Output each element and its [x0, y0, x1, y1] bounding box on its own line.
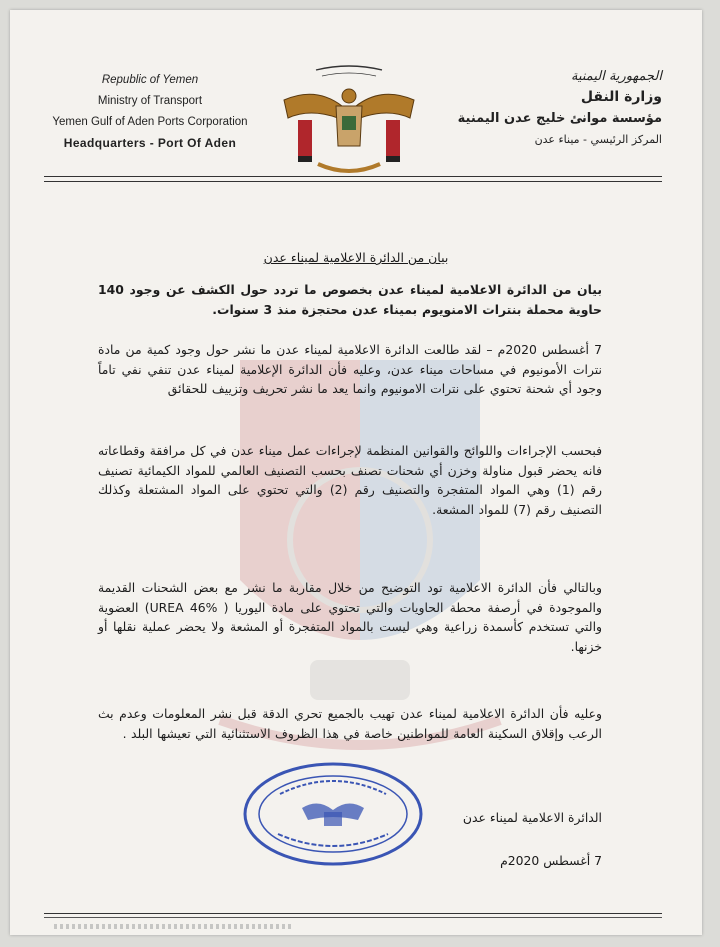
yemen-eagle-emblem-icon: [278, 60, 420, 175]
header-headquarters: Headquarters - Port Of Aden: [63, 136, 237, 150]
corporation-logo-watermark-icon: [200, 340, 520, 760]
statement-title: بيان من الدائرة الاعلامية لميناء عدن: [263, 250, 449, 265]
paragraph-appeal: وعليه فأن الدائرة الاعلامية لميناء عدن تهيب بالجميع تحري الدقة قبل نشر المعلومات وعدم بث الرعب وإقلاق السكينة العامة للمواطنين خاصة في هذا الظروف الاستثنائية التي تعيشها البلد .: [98, 706, 602, 741]
header-english: [40, 70, 260, 154]
header-arabic: [442, 66, 662, 150]
header-ministry: Ministry of Transport: [97, 95, 203, 107]
header-ar-ministry: وزارة النقل: [580, 89, 662, 105]
header-ar-corporation: مؤسسة موانئ خليج عدن اليمنية: [457, 111, 662, 126]
header-divider: [44, 176, 662, 177]
paragraph-intro: بيان من الدائرة الاعلامية لميناء عدن بخصوص ما تردد حول الكشف عن وجود 140 حاوية محملة بنترات الامنويوم بميناء عدن محتجزة منذ 3 سنوات.: [98, 282, 602, 317]
paragraph-denial: 7 أغسطس 2020م – لقد طالعت الدائرة الاعلامية لميناء عدن ما نشر حول وجود كمية من مادة نترات الأمونيوم في مساحات ميناء عدن، وعليه فأن الدائرة الإعلامية لميناء عدن تنفي نفي تاماً وجود أي شحنة تحتوي على نترات الامونيوم وانما يعد ما نشر تحريف وتزييف للحقائق: [98, 342, 602, 397]
paragraph-clarification: وبالتالي فأن الدائرة الاعلامية تود التوضيح من خلال مقاربة ما نشر مع بعض الشحنات القديمة والموجودة في أرصفة محطة الحاويات والتي تحتوي على مادة اليوريا ( UREA 46%) العضوية والتي تستخدم كأسمدة زراعية وهي ليست بالمواد المتفجرة أو المشعة ولا يحضر عملية نقلها أو خزنها.: [98, 580, 602, 654]
signature-department: الدائرة الاعلامية لميناء عدن: [462, 810, 602, 825]
header-ar-headquarters: المركز الرئيسي - ميناء عدن: [534, 133, 662, 146]
footer-divider: [44, 913, 662, 914]
header-country: Republic of Yemen: [101, 74, 199, 86]
header-ar-country: الجمهورية اليمنية: [570, 69, 662, 84]
signature-date: 7 أغسطس 2020م: [500, 853, 602, 868]
footer-contact-strip: [54, 924, 294, 929]
footer-divider-thin: [44, 917, 662, 918]
header-divider-thin: [44, 181, 662, 182]
ports-corporation-stamp-icon: [240, 758, 426, 870]
paragraph-regulations: فبحسب الإجراءات واللوائح والقوانين المنظمة لإجراءات عمل ميناء عدن في كل مرافقة وقطاعاته فانه يحضر قبول مناولة وخزن أي شحنات تصنف بحسب التصنيف العالمي للمواد الكيمائية تصنيف رقم (1) وهي المواد المتفجرة والتصنيف رقم (2) والتي تحتوي على المواد المشتعلة وكذلك التصنيف رقم (7) للمواد المشعة.: [98, 443, 602, 517]
letter-page: [10, 10, 702, 935]
header-corporation: Yemen Gulf of Aden Ports Corporation: [52, 116, 248, 128]
